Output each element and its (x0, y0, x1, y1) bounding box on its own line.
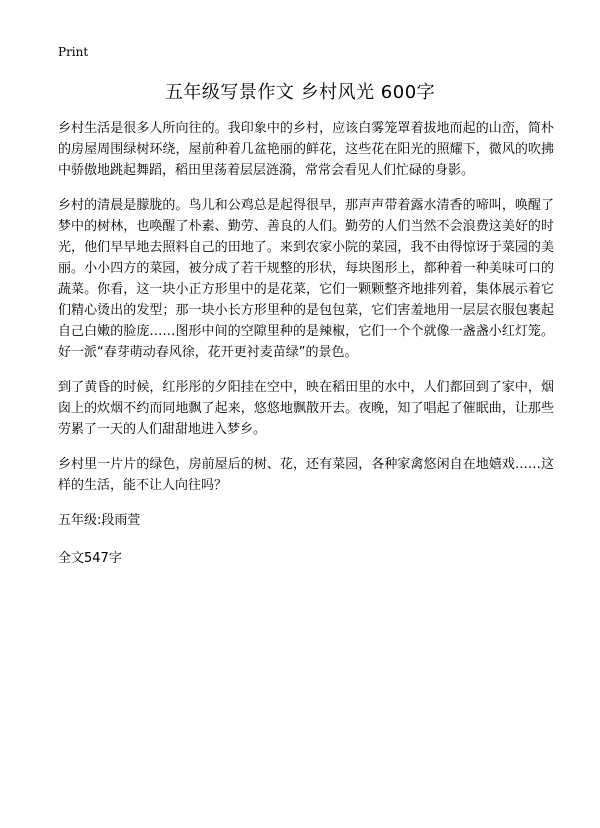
article-title: 五年级写景作文 乡村风光 600字 (164, 82, 436, 103)
author-line: 五年级:段雨萱 (58, 513, 141, 528)
print-link[interactable]: Print (58, 45, 89, 59)
paragraph-1: 乡村生活是很多人所向往的。我印象中的乡村，应该白雾笼罩着拔地而起的山峦，简朴的房屋周围绿树环绕，屋前种着几盆艳丽的鲜花，这些花在阳光的照耀下，微风的吹拂中骄傲地跳起舞蹈，稻田里荡着层层涟漪，常常会看见人们忙碌的身影。 (58, 121, 554, 178)
paragraph-4: 乡村里一片片的绿色，房前屋后的树、花，还有菜园，各种家禽悠闲自在地嬉戏……这样的生活，能不让人向往吗？ (58, 457, 554, 493)
paragraph-2: 乡村的清晨是朦胧的。鸟儿和公鸡总是起得很早，那声声带着露水清香的啼叫，唤醒了梦中的树林，也唤醒了朴素、勤劳、善良的人们。勤劳的人们当然不会浪费这美好的时光，他们早早地去照料自己的田地了。来到农家小院的菜园，我不由得惊讶于菜园的美丽。小小四方的菜园，被分成了若干规整的形状，每块图形上，都种着一种美味可口的蔬菜。你看，这一块小正方形里中的是花菜，它们一颗颗整齐地排列着，集体展示着它们精心烫出的发型；那一块小长方形里种的是包包菜，它们害羞地用一层层衣服包裹起自己白嫩的脸庞……图形中间的空隙里种的是辣椒，它们一个个就像一盏盏小红灯笼。好一派“春芽萌动春风徐，花开更衬麦苗绿”的景色。 (58, 198, 554, 360)
article-body (58, 118, 554, 569)
paragraph-3: 到了黄昏的时候，红彤彤的夕阳挂在空中，映在稻田里的水中，人们都回到了家中，烟囱上的炊烟不约而同地飘了起来，悠悠地飘散开去。夜晚，知了唱起了催眠曲，让那些劳累了一天的人们甜甜地进入梦乡。 (58, 380, 554, 437)
word-count: 全文547字 (58, 551, 122, 566)
